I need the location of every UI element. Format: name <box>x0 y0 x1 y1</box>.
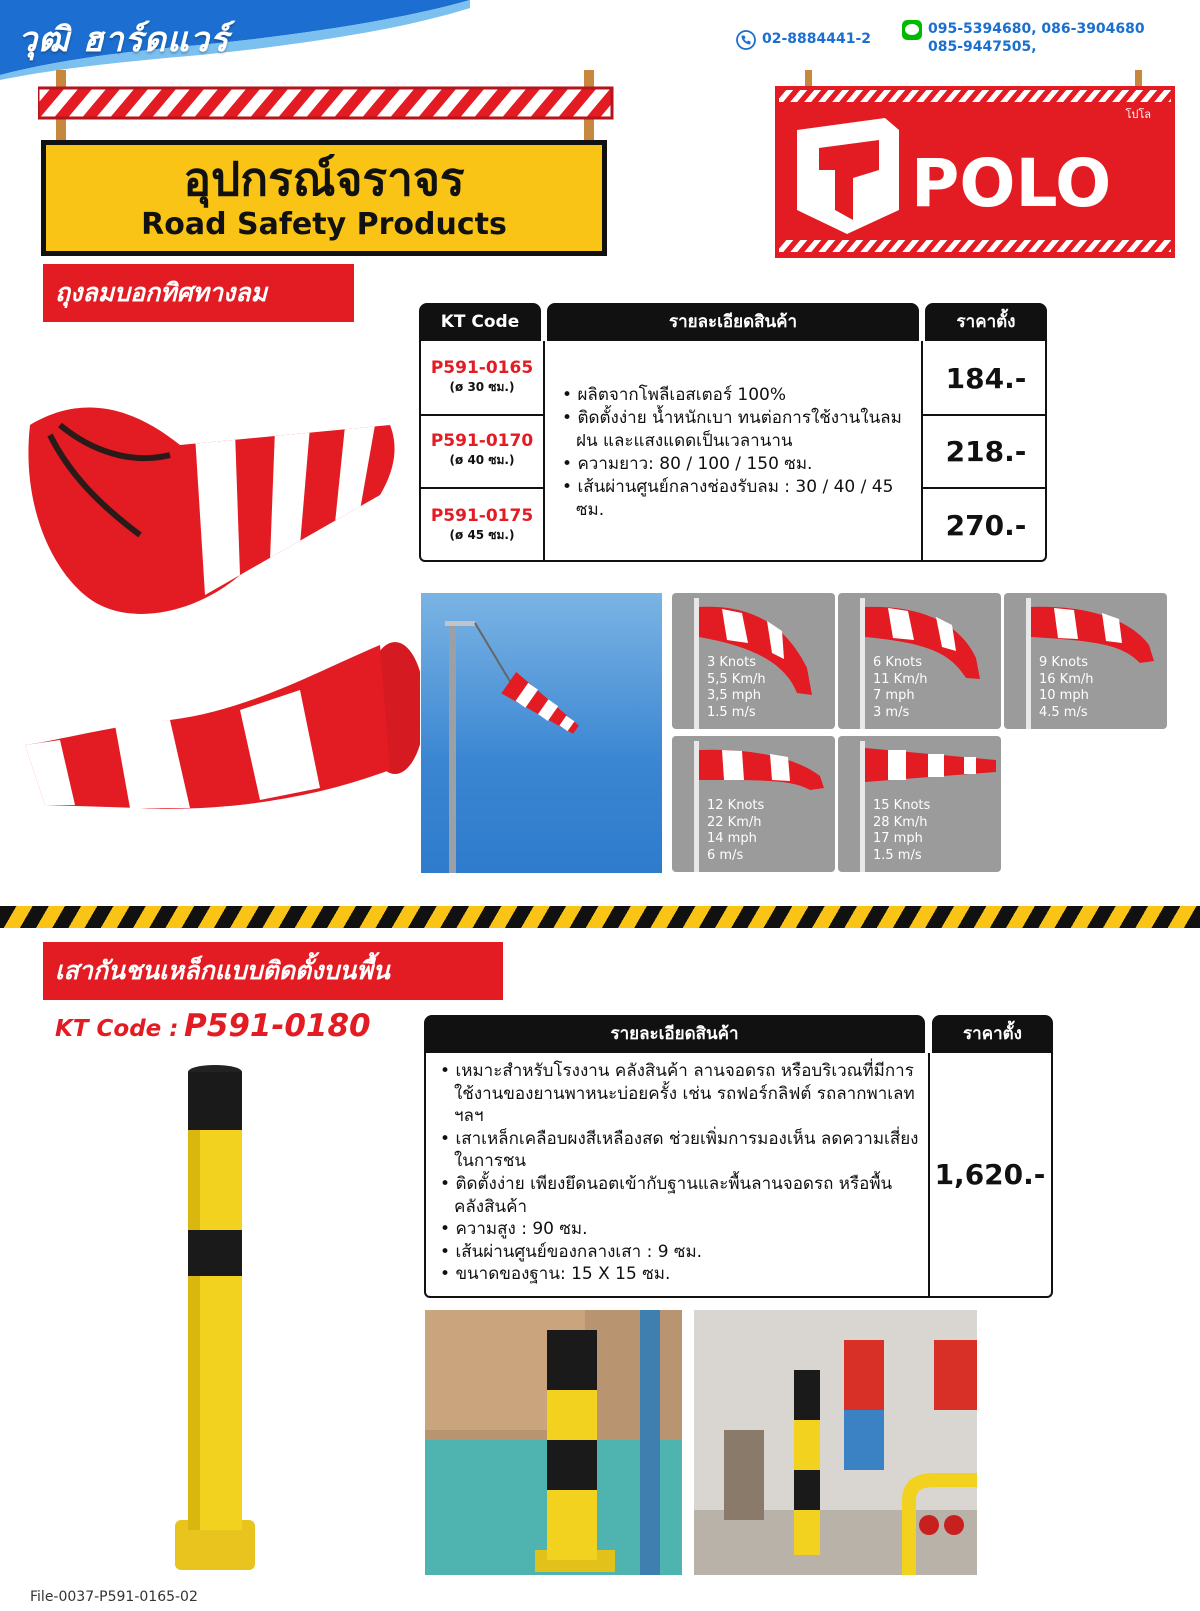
windsock-description <box>562 384 912 522</box>
mph: 10 mph <box>1039 688 1089 703</box>
wind-speed-panel <box>838 736 1001 872</box>
ms: 6 m/s <box>707 847 744 863</box>
mobile-numbers-1: 095-5394680, 086-3904680 <box>928 21 1145 37</box>
windsock-product-photo <box>20 395 400 620</box>
price: 218.- <box>945 435 1027 468</box>
category-sign <box>41 140 607 256</box>
caution-stripe-divider <box>0 906 1200 928</box>
wind-speed-panel <box>672 593 835 729</box>
mph: 3,5 mph <box>707 688 761 703</box>
table-divider <box>543 341 545 562</box>
knots: 9 Knots <box>1039 655 1088 670</box>
polo-name-th: โปโล <box>1125 108 1151 121</box>
description-item: • เส้นผ่านศูนย์กลางช่องรับลม : 30 / 40 / 45 ซม. <box>562 476 912 522</box>
warehouse-photo <box>425 1310 682 1575</box>
kmh: 11 Km/h <box>873 671 928 687</box>
brand-name: วุฒิ ฮาร์ดแวร์ <box>18 20 230 60</box>
kmh: 16 Km/h <box>1039 671 1094 687</box>
ms: 1.5 m/s <box>873 847 922 863</box>
description-item: • ขนาดของฐาน: 15 X 15 ซม. <box>440 1263 920 1286</box>
kt-code-value: P591-0180 <box>184 1008 371 1044</box>
mph: 17 mph <box>873 831 923 846</box>
size-label: (ø 45 ซม.) <box>449 528 515 542</box>
description-item: • ความยาว: 80 / 100 / 150 ซม. <box>562 453 912 476</box>
kt-code: P591-0165 <box>430 358 534 378</box>
col-header-price: ราคาตั้ง <box>932 1015 1053 1053</box>
col-header-price: ราคาตั้ง <box>925 303 1047 341</box>
price: 270.- <box>945 509 1027 542</box>
table-divider <box>419 487 543 489</box>
size-label: (ø 40 ซม.) <box>449 453 515 467</box>
table-divider <box>921 487 1047 489</box>
mph: 7 mph <box>873 688 915 703</box>
table-divider <box>921 414 1047 416</box>
knots: 12 Knots <box>707 798 765 813</box>
windsock-pole-photo <box>421 593 662 873</box>
windsock-product-photo-2 <box>25 642 420 809</box>
description-item: • ความสูง : 90 ซม. <box>440 1218 920 1241</box>
col-header-desc: รายละเอียดสินค้า <box>547 303 919 341</box>
kt-code: P591-0170 <box>430 431 534 451</box>
description-item: • เส้นผ่านศูนย์ของกลางเสา : 9 ซม. <box>440 1241 920 1264</box>
table-row <box>421 357 543 395</box>
line-contact[interactable] <box>928 20 1145 56</box>
ms: 3 m/s <box>873 704 910 720</box>
price: 184.- <box>945 362 1027 395</box>
knots: 3 Knots <box>707 655 756 670</box>
phone-icon <box>736 30 756 50</box>
knots: 6 Knots <box>873 655 922 670</box>
category-title-en: Road Safety Products <box>141 207 507 242</box>
description-item: • ติดตั้งง่าย น้ำหนักเบา ทนต่อการใช้งานในลม ฝน และแสงแดดเป็นเวลานาน <box>562 407 912 453</box>
phone-number: 02-8884441-2 <box>762 31 872 47</box>
bollard-kt-code <box>55 1008 371 1044</box>
col-header-code: KT Code <box>419 303 541 341</box>
col-header-desc: รายละเอียดสินค้า <box>424 1015 925 1053</box>
description-item: • เหมาะสำหรับโรงงาน คลังสินค้า ลานจอดรถ หรือบริเวณที่มีการใช้งานของยานพาหนะบ่อยครั้ง เช่น รถฟอร์กลิฟต์ รถลากพาเลท ฯลฯ <box>440 1060 920 1128</box>
category-title-th: อุปกรณ์จราจร <box>183 152 465 206</box>
bollard-description <box>440 1060 920 1286</box>
kt-code-label: KT Code : <box>55 1016 179 1042</box>
kmh: 28 Km/h <box>873 814 928 830</box>
wind-speed-panel <box>1004 593 1167 729</box>
table-divider <box>921 341 923 562</box>
description-item: • เสาเหล็กเคลือบผงสีเหลืองสด ช่วยเพิ่มการมองเห็น ลดความเสี่ยงในการชน <box>440 1128 920 1173</box>
polo-logo <box>775 70 1175 260</box>
description-item: • ติดตั้งง่าย เพียงยึดนอตเข้ากับฐานและพื้นลานจอดรถ หรือพื้นคลังสินค้า <box>440 1173 920 1218</box>
kmh: 5,5 Km/h <box>707 671 766 687</box>
size-label: (ø 30 ซม.) <box>449 380 515 394</box>
file-id: File-0037-P591-0165-02 <box>30 1589 198 1605</box>
factory-photo <box>694 1310 977 1575</box>
knots: 15 Knots <box>873 798 931 813</box>
barrier-illustration <box>38 70 618 150</box>
description-item: • ผลิตจากโพลีเอสเตอร์ 100% <box>562 384 912 407</box>
mph: 14 mph <box>707 831 757 846</box>
kt-code: P591-0175 <box>430 506 534 526</box>
table-row <box>421 505 543 543</box>
ms: 1.5 m/s <box>707 704 756 720</box>
line-app-icon <box>902 20 922 40</box>
phone-contact[interactable] <box>762 30 871 48</box>
polo-name: POLO <box>911 145 1112 222</box>
bollard-section-title: เสากันชนเหล็กแบบติดตั้งบนพื้น <box>43 942 503 1000</box>
wind-speed-panel <box>672 736 835 872</box>
mobile-numbers-2: 085-9447505, <box>928 39 1037 55</box>
bollard-price: 1,620.- <box>934 1158 1046 1191</box>
windsock-section-title: ถุงลมบอกทิศทางลม <box>43 264 354 322</box>
ms: 4.5 m/s <box>1039 704 1088 720</box>
table-divider <box>419 414 543 416</box>
kmh: 22 Km/h <box>707 814 762 830</box>
bollard-product-photo <box>160 1060 270 1580</box>
wind-speed-panel <box>838 593 1001 729</box>
table-row <box>421 430 543 468</box>
